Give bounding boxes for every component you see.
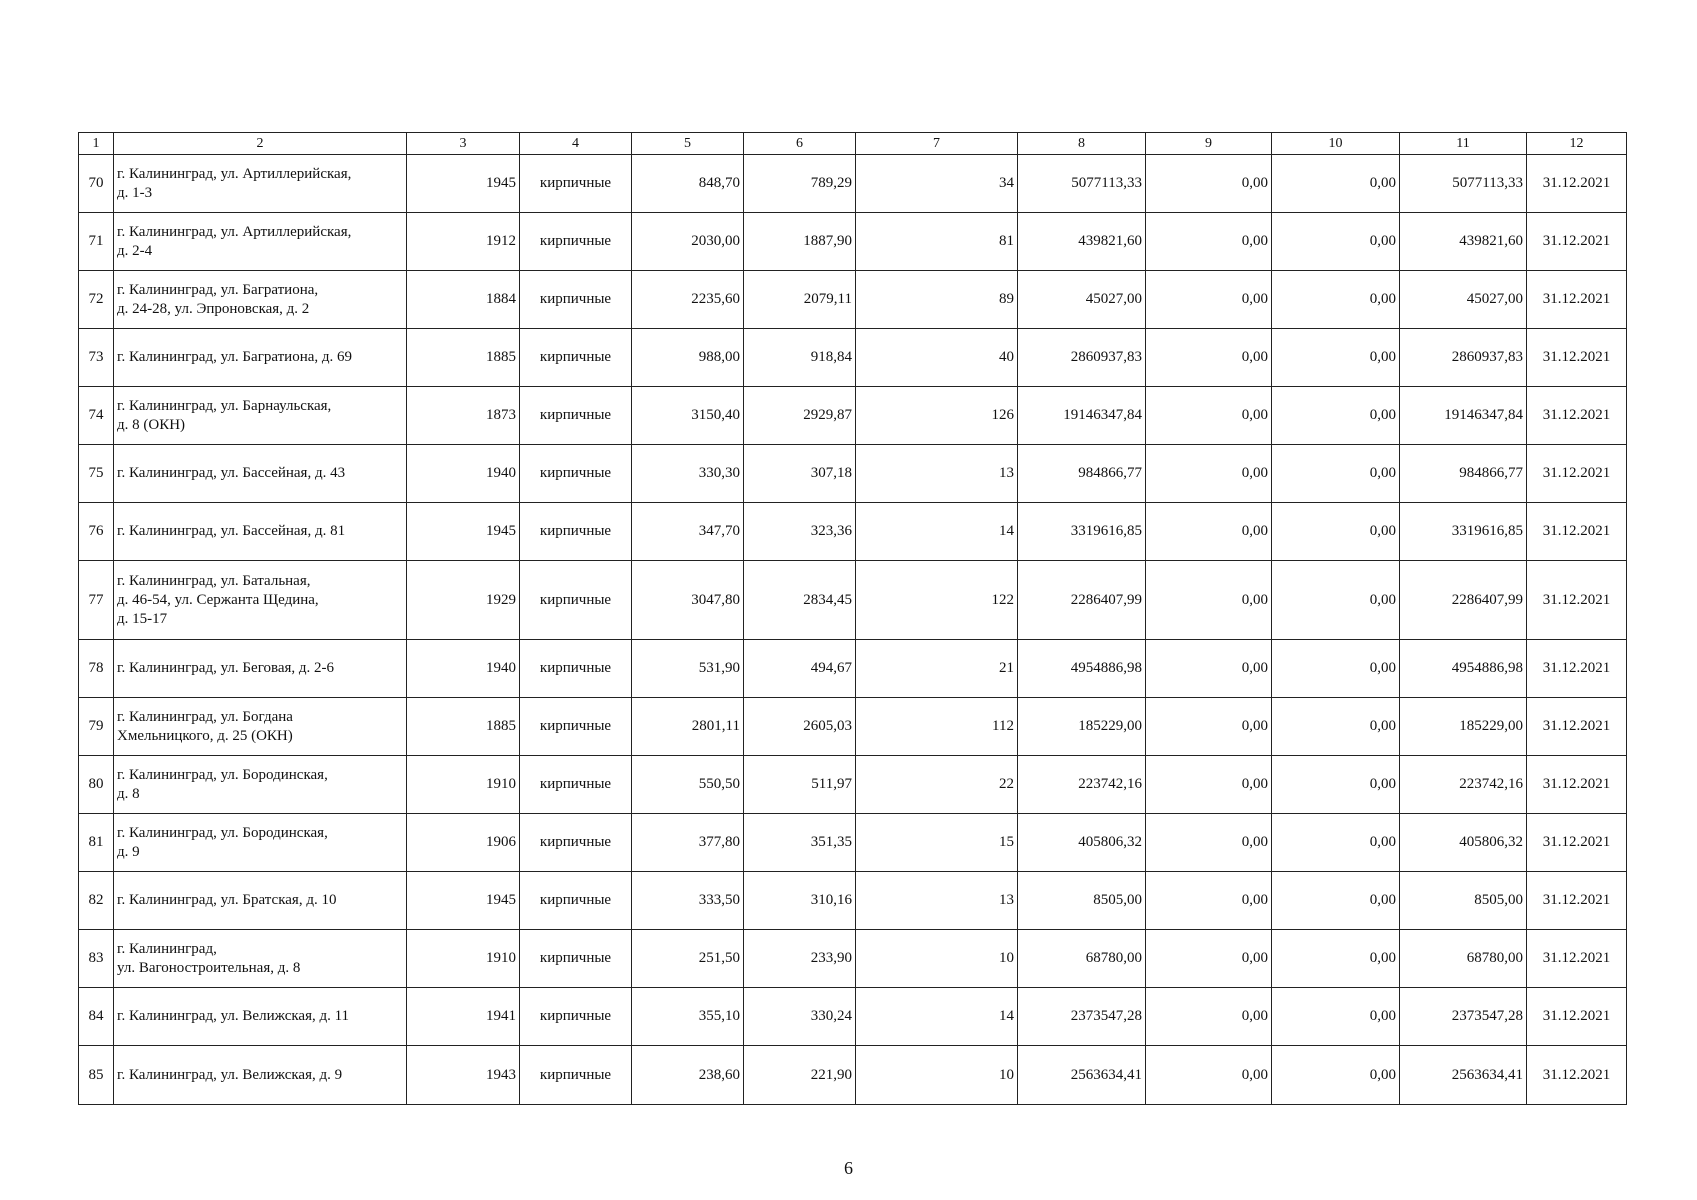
address-cell: г. Калининград, ул. Братская, д. 10 [114, 872, 407, 930]
year-cell: 1884 [407, 271, 520, 329]
living-area-cell: 1887,90 [744, 213, 856, 271]
total-area-cell: 531,90 [632, 640, 744, 698]
date-cell: 31.12.2021 [1527, 561, 1627, 640]
residents-cell: 10 [856, 930, 1018, 988]
wall-material-cell: кирпичные [520, 1046, 632, 1105]
date-cell: 31.12.2021 [1527, 756, 1627, 814]
row-number: 82 [79, 872, 114, 930]
date-cell: 31.12.2021 [1527, 872, 1627, 930]
column-number: 8 [1018, 133, 1146, 155]
total-area-cell: 333,50 [632, 872, 744, 930]
date-cell: 31.12.2021 [1527, 503, 1627, 561]
cost-total-cell: 2563634,41 [1018, 1046, 1146, 1105]
cost-total-cell: 8505,00 [1018, 872, 1146, 930]
address-cell: г. Калининград, ул. Бородинская, д. 9 [114, 814, 407, 872]
residents-cell: 14 [856, 503, 1018, 561]
address-cell: г. Калининград, ул. Беговая, д. 2-6 [114, 640, 407, 698]
table-row [79, 329, 1627, 387]
row-number: 73 [79, 329, 114, 387]
cost-total-cell: 2373547,28 [1018, 988, 1146, 1046]
row-number: 80 [79, 756, 114, 814]
address-cell: г. Калининград, ул. Богдана Хмельницкого, д. 25 (ОКН) [114, 698, 407, 756]
table-row [79, 640, 1627, 698]
total-area-cell: 2235,60 [632, 271, 744, 329]
living-area-cell: 307,18 [744, 445, 856, 503]
row-number: 78 [79, 640, 114, 698]
column-number: 4 [520, 133, 632, 155]
total-area-cell: 2801,11 [632, 698, 744, 756]
page-number: 6 [844, 1158, 853, 1178]
cost-cell: 3319616,85 [1400, 503, 1527, 561]
residents-cell: 15 [856, 814, 1018, 872]
cost-cell: 0,00 [1146, 814, 1272, 872]
table-row [79, 1046, 1627, 1105]
cost-total-cell: 5077113,33 [1018, 155, 1146, 213]
cost-cell: 0,00 [1272, 503, 1400, 561]
address-cell: г. Калининград, ул. Артиллерийская, д. 1-3 [114, 155, 407, 213]
date-cell: 31.12.2021 [1527, 155, 1627, 213]
column-number: 5 [632, 133, 744, 155]
cost-total-cell: 223742,16 [1018, 756, 1146, 814]
cost-total-cell: 68780,00 [1018, 930, 1146, 988]
total-area-cell: 550,50 [632, 756, 744, 814]
total-area-cell: 251,50 [632, 930, 744, 988]
cost-cell: 405806,32 [1400, 814, 1527, 872]
table-row [79, 445, 1627, 503]
cost-cell: 0,00 [1272, 930, 1400, 988]
cost-cell: 0,00 [1272, 872, 1400, 930]
date-cell: 31.12.2021 [1527, 329, 1627, 387]
row-number: 79 [79, 698, 114, 756]
row-number: 81 [79, 814, 114, 872]
residents-cell: 40 [856, 329, 1018, 387]
cost-cell: 0,00 [1272, 271, 1400, 329]
residents-cell: 89 [856, 271, 1018, 329]
table-row [79, 756, 1627, 814]
cost-cell: 0,00 [1146, 445, 1272, 503]
living-area-cell: 494,67 [744, 640, 856, 698]
wall-material-cell: кирпичные [520, 930, 632, 988]
date-cell: 31.12.2021 [1527, 988, 1627, 1046]
wall-material-cell: кирпичные [520, 329, 632, 387]
cost-total-cell: 2286407,99 [1018, 561, 1146, 640]
year-cell: 1941 [407, 988, 520, 1046]
wall-material-cell: кирпичные [520, 155, 632, 213]
row-number: 74 [79, 387, 114, 445]
cost-cell: 2860937,83 [1400, 329, 1527, 387]
cost-cell: 2286407,99 [1400, 561, 1527, 640]
year-cell: 1910 [407, 756, 520, 814]
residents-cell: 22 [856, 756, 1018, 814]
cost-cell: 0,00 [1146, 1046, 1272, 1105]
cost-cell: 0,00 [1272, 1046, 1400, 1105]
cost-cell: 0,00 [1272, 561, 1400, 640]
row-number: 76 [79, 503, 114, 561]
table-row [79, 988, 1627, 1046]
cost-cell: 0,00 [1272, 329, 1400, 387]
column-number: 11 [1400, 133, 1527, 155]
cost-cell: 4954886,98 [1400, 640, 1527, 698]
table-row [79, 561, 1627, 640]
residents-cell: 13 [856, 872, 1018, 930]
cost-total-cell: 45027,00 [1018, 271, 1146, 329]
address-cell: г. Калининград, ул. Велижская, д. 9 [114, 1046, 407, 1105]
table-row [79, 698, 1627, 756]
column-number: 7 [856, 133, 1018, 155]
total-area-cell: 3150,40 [632, 387, 744, 445]
date-cell: 31.12.2021 [1527, 445, 1627, 503]
year-cell: 1945 [407, 872, 520, 930]
total-area-cell: 347,70 [632, 503, 744, 561]
column-number-row [79, 133, 1627, 155]
cost-cell: 0,00 [1272, 155, 1400, 213]
column-number: 12 [1527, 133, 1627, 155]
cost-cell: 439821,60 [1400, 213, 1527, 271]
living-area-cell: 310,16 [744, 872, 856, 930]
wall-material-cell: кирпичные [520, 698, 632, 756]
address-cell: г. Калининград, ул. Бассейная, д. 81 [114, 503, 407, 561]
cost-cell: 0,00 [1272, 640, 1400, 698]
year-cell: 1945 [407, 155, 520, 213]
cost-cell: 0,00 [1146, 271, 1272, 329]
living-area-cell: 2079,11 [744, 271, 856, 329]
living-area-cell: 2605,03 [744, 698, 856, 756]
wall-material-cell: кирпичные [520, 872, 632, 930]
year-cell: 1912 [407, 213, 520, 271]
residents-cell: 10 [856, 1046, 1018, 1105]
year-cell: 1940 [407, 640, 520, 698]
cost-cell: 0,00 [1272, 445, 1400, 503]
cost-cell: 0,00 [1146, 988, 1272, 1046]
total-area-cell: 2030,00 [632, 213, 744, 271]
wall-material-cell: кирпичные [520, 503, 632, 561]
table-row [79, 872, 1627, 930]
cost-cell: 0,00 [1272, 698, 1400, 756]
cost-cell: 185229,00 [1400, 698, 1527, 756]
cost-cell: 0,00 [1146, 503, 1272, 561]
wall-material-cell: кирпичные [520, 988, 632, 1046]
total-area-cell: 848,70 [632, 155, 744, 213]
cost-cell: 45027,00 [1400, 271, 1527, 329]
cost-cell: 19146347,84 [1400, 387, 1527, 445]
table-row [79, 503, 1627, 561]
date-cell: 31.12.2021 [1527, 387, 1627, 445]
row-number: 75 [79, 445, 114, 503]
cost-total-cell: 2860937,83 [1018, 329, 1146, 387]
cost-cell: 0,00 [1146, 561, 1272, 640]
date-cell: 31.12.2021 [1527, 213, 1627, 271]
cost-cell: 0,00 [1272, 756, 1400, 814]
cost-cell: 0,00 [1146, 213, 1272, 271]
cost-total-cell: 984866,77 [1018, 445, 1146, 503]
table-row [79, 387, 1627, 445]
cost-cell: 0,00 [1272, 213, 1400, 271]
residents-cell: 112 [856, 698, 1018, 756]
residents-cell: 81 [856, 213, 1018, 271]
year-cell: 1873 [407, 387, 520, 445]
date-cell: 31.12.2021 [1527, 814, 1627, 872]
cost-cell: 0,00 [1146, 387, 1272, 445]
living-area-cell: 2929,87 [744, 387, 856, 445]
cost-cell: 8505,00 [1400, 872, 1527, 930]
cost-cell: 0,00 [1146, 872, 1272, 930]
row-number: 83 [79, 930, 114, 988]
wall-material-cell: кирпичные [520, 814, 632, 872]
cost-cell: 0,00 [1146, 930, 1272, 988]
year-cell: 1929 [407, 561, 520, 640]
living-area-cell: 330,24 [744, 988, 856, 1046]
cost-total-cell: 439821,60 [1018, 213, 1146, 271]
table-row [79, 213, 1627, 271]
cost-total-cell: 19146347,84 [1018, 387, 1146, 445]
cost-cell: 0,00 [1272, 814, 1400, 872]
cost-cell: 0,00 [1146, 155, 1272, 213]
row-number: 70 [79, 155, 114, 213]
address-cell: г. Калининград, ул. Бородинская, д. 8 [114, 756, 407, 814]
housing-register-table [78, 132, 1627, 1105]
address-cell: г. Калининград, ул. Бассейная, д. 43 [114, 445, 407, 503]
date-cell: 31.12.2021 [1527, 930, 1627, 988]
column-number: 9 [1146, 133, 1272, 155]
address-cell: г. Калининград, ул. Багратиона, д. 24-28, ул. Эпроновская, д. 2 [114, 271, 407, 329]
total-area-cell: 377,80 [632, 814, 744, 872]
address-cell: г. Калининград, ул. Багратиона, д. 69 [114, 329, 407, 387]
row-number: 85 [79, 1046, 114, 1105]
cost-cell: 223742,16 [1400, 756, 1527, 814]
wall-material-cell: кирпичные [520, 387, 632, 445]
date-cell: 31.12.2021 [1527, 1046, 1627, 1105]
cost-cell: 984866,77 [1400, 445, 1527, 503]
address-cell: г. Калининград, ул. Велижская, д. 11 [114, 988, 407, 1046]
cost-total-cell: 3319616,85 [1018, 503, 1146, 561]
row-number: 77 [79, 561, 114, 640]
cost-cell: 2373547,28 [1400, 988, 1527, 1046]
cost-cell: 0,00 [1146, 698, 1272, 756]
total-area-cell: 988,00 [632, 329, 744, 387]
row-number: 84 [79, 988, 114, 1046]
year-cell: 1940 [407, 445, 520, 503]
address-cell: г. Калининград, ул. Батальная, д. 46-54, ул. Сержанта Щедина, д. 15-17 [114, 561, 407, 640]
residents-cell: 13 [856, 445, 1018, 503]
row-number: 72 [79, 271, 114, 329]
table-row [79, 155, 1627, 213]
column-number: 2 [114, 133, 407, 155]
living-area-cell: 789,29 [744, 155, 856, 213]
wall-material-cell: кирпичные [520, 445, 632, 503]
year-cell: 1943 [407, 1046, 520, 1105]
total-area-cell: 355,10 [632, 988, 744, 1046]
total-area-cell: 238,60 [632, 1046, 744, 1105]
residents-cell: 122 [856, 561, 1018, 640]
living-area-cell: 918,84 [744, 329, 856, 387]
row-number: 71 [79, 213, 114, 271]
cost-total-cell: 185229,00 [1018, 698, 1146, 756]
year-cell: 1945 [407, 503, 520, 561]
date-cell: 31.12.2021 [1527, 698, 1627, 756]
date-cell: 31.12.2021 [1527, 271, 1627, 329]
address-cell: г. Калининград, ул. Барнаульская, д. 8 (ОКН) [114, 387, 407, 445]
cost-cell: 0,00 [1272, 988, 1400, 1046]
residents-cell: 14 [856, 988, 1018, 1046]
wall-material-cell: кирпичные [520, 213, 632, 271]
living-area-cell: 323,36 [744, 503, 856, 561]
living-area-cell: 511,97 [744, 756, 856, 814]
year-cell: 1910 [407, 930, 520, 988]
table-row [79, 814, 1627, 872]
cost-total-cell: 4954886,98 [1018, 640, 1146, 698]
address-cell: г. Калининград, ул. Вагоностроительная, д. 8 [114, 930, 407, 988]
living-area-cell: 2834,45 [744, 561, 856, 640]
cost-cell: 0,00 [1146, 329, 1272, 387]
cost-total-cell: 405806,32 [1018, 814, 1146, 872]
total-area-cell: 3047,80 [632, 561, 744, 640]
living-area-cell: 351,35 [744, 814, 856, 872]
wall-material-cell: кирпичные [520, 561, 632, 640]
residents-cell: 21 [856, 640, 1018, 698]
wall-material-cell: кирпичные [520, 271, 632, 329]
year-cell: 1906 [407, 814, 520, 872]
living-area-cell: 233,90 [744, 930, 856, 988]
cost-cell: 2563634,41 [1400, 1046, 1527, 1105]
wall-material-cell: кирпичные [520, 756, 632, 814]
total-area-cell: 330,30 [632, 445, 744, 503]
year-cell: 1885 [407, 698, 520, 756]
cost-cell: 68780,00 [1400, 930, 1527, 988]
cost-cell: 0,00 [1146, 756, 1272, 814]
address-cell: г. Калининград, ул. Артиллерийская, д. 2-4 [114, 213, 407, 271]
residents-cell: 126 [856, 387, 1018, 445]
year-cell: 1885 [407, 329, 520, 387]
table-row [79, 930, 1627, 988]
table-row [79, 271, 1627, 329]
wall-material-cell: кирпичные [520, 640, 632, 698]
cost-cell: 0,00 [1146, 640, 1272, 698]
residents-cell: 34 [856, 155, 1018, 213]
cost-cell: 5077113,33 [1400, 155, 1527, 213]
column-number: 6 [744, 133, 856, 155]
column-number: 1 [79, 133, 114, 155]
date-cell: 31.12.2021 [1527, 640, 1627, 698]
cost-cell: 0,00 [1272, 387, 1400, 445]
living-area-cell: 221,90 [744, 1046, 856, 1105]
column-number: 10 [1272, 133, 1400, 155]
column-number: 3 [407, 133, 520, 155]
